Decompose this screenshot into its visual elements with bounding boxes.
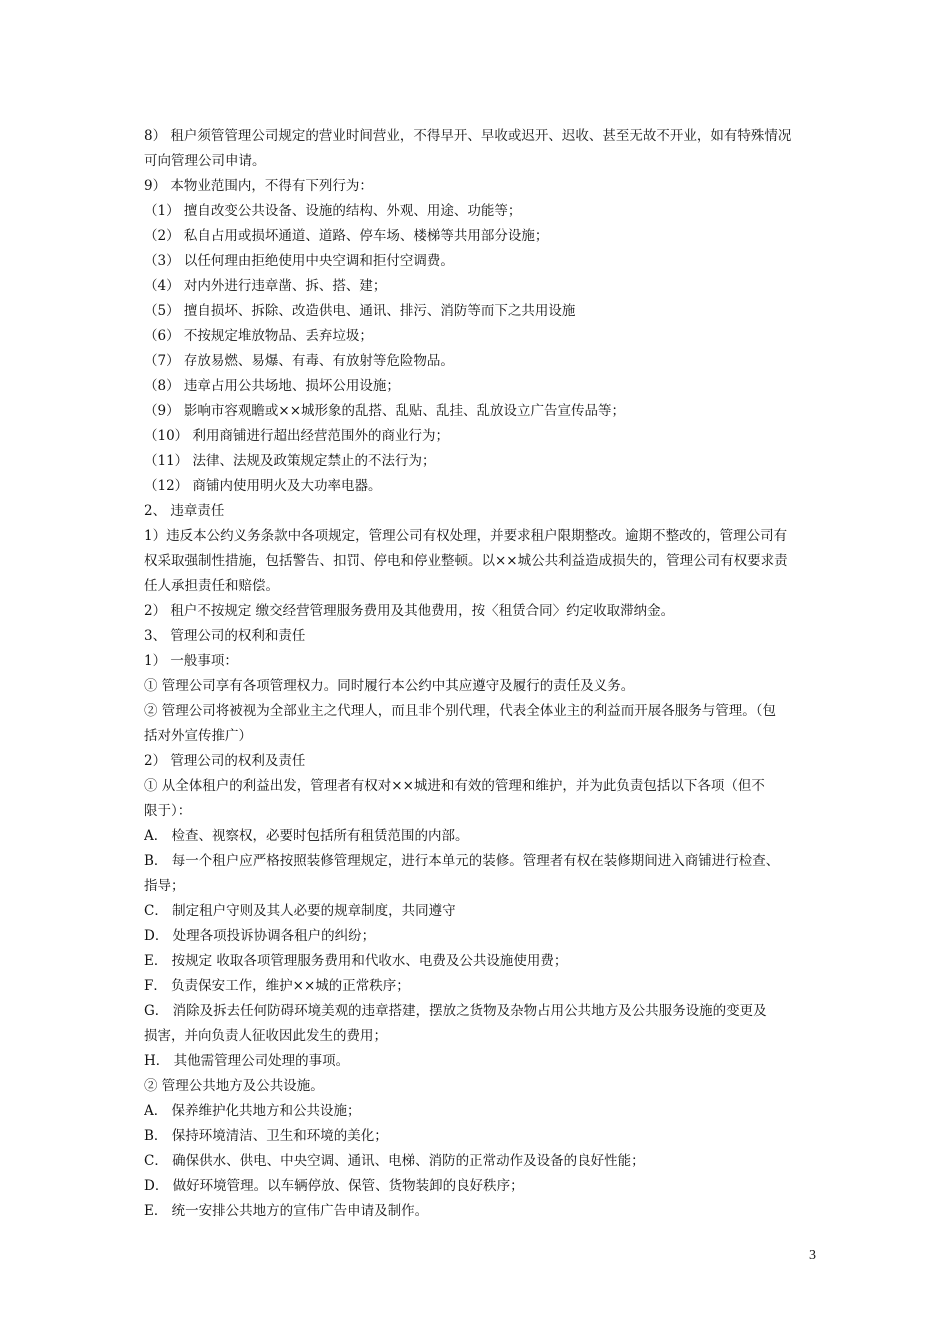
text-line: 9） 本物业范围内，不得有下列行为： [144,178,373,194]
text-line: ② 管理公共地方及公共设施。 [144,1078,324,1094]
text-line: （3） 以任何理由拒绝使用中央空调和拒付空调费。 [144,253,454,269]
text-line: （11） 法律、法规及政策规定禁止的不法行为； [144,453,436,469]
text-line: 1） 一般事项： [144,653,238,669]
text-line: H． 其他需管理公司处理的事项。 [144,1053,350,1069]
text-line: 括对外宣传推广） [144,728,252,744]
text-line: （9） 影响市容观瞻或××城形象的乱搭、乱贴、乱挂、乱放设立广告宣传品等； [144,403,626,419]
text-line: 2） 租户不按规定 缴交经营管理服务费用及其他费用，按〈租赁合同〉约定收取滞纳金。 [144,603,675,619]
text-line: （6） 不按规定堆放物品、丢弃垃圾； [144,328,373,344]
text-line: 指导； [144,878,185,894]
page-number: 3 [809,1248,816,1263]
text-line: （4） 对内外进行违章凿、拆、搭、建； [144,278,387,294]
text-line: ① 管理公司享有各项管理权力。同时履行本公约中其应遵守及履行的责任及义务。 [144,678,635,694]
text-line: C． 确保供水、供电、中央空调、通讯、电梯、消防的正常动作及设备的良好性能； [144,1153,645,1169]
text-line: （12） 商铺内使用明火及大功率电器。 [144,478,382,494]
text-line: 2） 管理公司的权利及责任 [144,753,306,769]
text-line: C． 制定租户守则及其人必要的规章制度，共同遵守 [144,903,456,919]
text-line: E． 按规定 收取各项管理服务费用和代收水、电费及公共设施使用费； [144,953,568,969]
text-line: G． 消除及拆去任何防碍环境美观的违章搭建，摆放之货物及杂物占用公共地方及公共服务设施的变更及 [144,1003,767,1019]
text-line: F． 负责保安工作，维护××城的正常秩序； [144,978,410,994]
text-line: E． 统一安排公共地方的宣伟广告申请及制作。 [144,1203,429,1219]
document-body [144,124,808,1224]
text-line: A． 检查、视察权，必要时包括所有租赁范围的内部。 [144,828,469,844]
text-line: D． 处理各项投诉协调各租户的纠纷； [144,928,376,944]
text-line: ② 管理公司将被视为全部业主之代理人，而且非个别代理，代表全体业主的利益而开展各服务与管理。（包 [144,703,777,719]
text-line: 3、 管理公司的权利和责任 [144,628,306,644]
text-line: ① 从全体租户的利益出发，管理者有权对××城进和有效的管理和维护，并为此负责包括以下各项（但不 [144,778,765,794]
text-line: （10） 利用商铺进行超出经营范围外的商业行为； [144,428,449,444]
text-line: A． 保养维护化共地方和公共设施； [144,1103,361,1119]
text-line: （5） 擅自损坏、拆除、改造供电、通讯、排污、消防等而下之共用设施 [144,303,576,319]
text-line: 损害，并向负责人征收因此发生的费用； [144,1028,387,1044]
text-line: 任人承担责任和赔偿。 [144,578,279,594]
text-line: 1）违反本公约义务条款中各项规定，管理公司有权处理，并要求租户限期整改。逾期不整改的，管理公司有 [144,528,788,544]
text-line: 可向管理公司申请。 [144,153,266,169]
text-line: （2） 私自占用或损坏通道、道路、停车场、楼梯等共用部分设施； [144,228,549,244]
text-line: B． 保持环境清洁、卫生和环境的美化； [144,1128,388,1144]
text-line: （7） 存放易燃、易爆、有毒、有放射等危险物品。 [144,353,454,369]
text-line: （1） 擅自改变公共设备、设施的结构、外观、用途、功能等； [144,203,522,219]
text-line: 权采取强制性措施，包括警告、扣罚、停电和停业整顿。以××城公共利益造成损失的，管理公司有权要求责 [144,553,788,569]
text-line: （8） 违章占用公共场地、损坏公用设施； [144,378,400,394]
text-line: 2、 违章责任 [144,503,225,519]
text-line: 8） 租户须管管理公司规定的营业时间营业，不得早开、早收或迟开、迟收、甚至无故不开业，如有特殊情况 [144,128,792,144]
text-line: B． 每一个租户应严格按照装修管理规定，进行本单元的装修。管理者有权在装修期间进入商铺进行检查、 [144,853,780,869]
text-line: 限于）： [144,803,192,819]
text-line: D． 做好环境管理。以车辆停放、保管、货物装卸的良好秩序； [144,1178,524,1194]
